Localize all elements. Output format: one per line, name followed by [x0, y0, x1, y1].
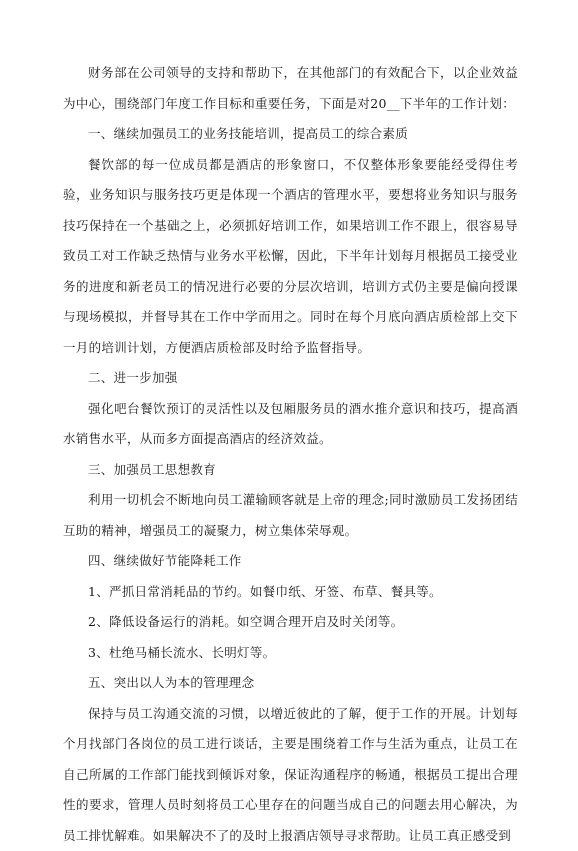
- section-3-heading: 三、加强员工思想教育: [63, 455, 518, 486]
- section-5-paragraph: 保持与员工沟通交流的习惯，以增近彼此的了解，便于工作的开展。计划每个月找部门各岗位的员工进行谈话，主要是围绕着工作与生活为重点，让员工在自己所属的工作部门能找到倾诉对象，保证沟通程序的畅通，根据员工提出合理性的要求，管理人员时刻将员工心里存在的问题当成自己的问题去用心解决，为员工排忧解难。如果解决不了的及时上报酒店领导寻求帮助。让员工真正感受到: [63, 699, 518, 851]
- document-page: [63, 58, 518, 851]
- section-4-item-2: 2、降低设备运行的消耗。如空调合理开启及时关闭等。: [63, 607, 518, 638]
- intro-paragraph: 财务部在公司领导的支持和帮助下，在其他部门的有效配合下，以企业效益为中心，围绕部门年度工作目标和重要任务，下面是对20__下半年的工作计划：: [63, 58, 518, 119]
- section-4-item-3: 3、杜绝马桶长流水、长明灯等。: [63, 638, 518, 669]
- section-3-paragraph: 利用一切机会不断地向员工灌输顾客就是上帝的理念;同时激励员工发扬团结互助的精神，增强员工的凝聚力，树立集体荣辱观。: [63, 485, 518, 546]
- section-1-heading: 一、继续加强员工的业务技能培训，提高员工的综合素质: [63, 119, 518, 150]
- section-4-heading: 四、继续做好节能降耗工作: [63, 546, 518, 577]
- section-1-paragraph: 餐饮部的每一位成员都是酒店的形象窗口，不仅整体形象要能经受得住考验，业务知识与服务技巧更是体现一个酒店的管理水平，要想将业务知识与服务技巧保持在一个基础之上，必须抓好培训工作，如果培训工作不跟上，很容易导致员工对工作缺乏热情与业务水平松懈，因此，下半年计划每月根据员工接受业务的进度和新老员工的情况进行必要的分层次培训，培训方式仍主要是偏向授课与现场模拟，并督导其在工作中学而用之。同时在每个月底向酒店质检部上交下一月的培训计划，方便酒店质检部及时给予监督指导。: [63, 150, 518, 364]
- section-2-heading: 二、进一步加强: [63, 363, 518, 394]
- section-5-heading: 五、突出以人为本的管理理念: [63, 668, 518, 699]
- section-4-item-1: 1、严抓日常消耗品的节约。如餐巾纸、牙签、布草、餐具等。: [63, 577, 518, 608]
- section-2-paragraph: 强化吧台餐饮预订的灵活性以及包厢服务员的酒水推介意识和技巧，提高酒水销售水平，从而多方面提高酒店的经济效益。: [63, 394, 518, 455]
